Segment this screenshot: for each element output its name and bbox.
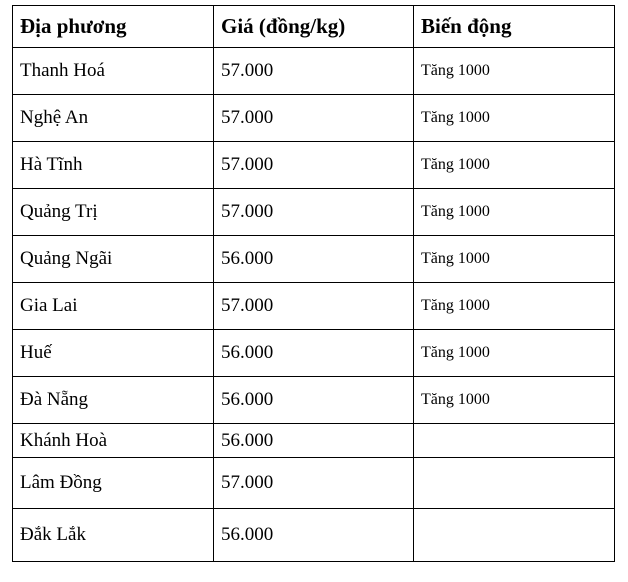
region-cell: Thanh Hoá — [13, 48, 214, 95]
change-cell: Tăng 1000 — [414, 330, 615, 377]
change-cell: Tăng 1000 — [414, 236, 615, 283]
region-cell: Quảng Trị — [13, 189, 214, 236]
table-row — [13, 95, 615, 142]
region-cell: Gia Lai — [13, 283, 214, 330]
table-row — [13, 283, 615, 330]
table-row — [13, 509, 615, 562]
table-row — [13, 236, 615, 283]
header-region: Địa phương — [13, 6, 214, 48]
change-cell: Tăng 1000 — [414, 189, 615, 236]
price-table — [12, 5, 615, 562]
region-cell: Lâm Đồng — [13, 458, 214, 509]
change-cell — [414, 424, 615, 458]
change-cell — [414, 509, 615, 562]
table-row — [13, 458, 615, 509]
region-cell: Quảng Ngãi — [13, 236, 214, 283]
region-cell: Huế — [13, 330, 214, 377]
price-cell: 57.000 — [214, 283, 414, 330]
header-change: Biến động — [414, 6, 615, 48]
table-row — [13, 189, 615, 236]
change-cell: Tăng 1000 — [414, 48, 615, 95]
table-row — [13, 377, 615, 424]
price-cell: 57.000 — [214, 189, 414, 236]
change-cell: Tăng 1000 — [414, 142, 615, 189]
change-cell: Tăng 1000 — [414, 283, 615, 330]
region-cell: Hà Tĩnh — [13, 142, 214, 189]
price-cell: 57.000 — [214, 48, 414, 95]
header-price: Giá (đồng/kg) — [214, 6, 414, 48]
header-row — [13, 6, 615, 48]
region-cell: Đắk Lắk — [13, 509, 214, 562]
table-row — [13, 424, 615, 458]
price-cell: 57.000 — [214, 458, 414, 509]
table-row — [13, 142, 615, 189]
price-cell: 56.000 — [214, 424, 414, 458]
region-cell: Đà Nẵng — [13, 377, 214, 424]
region-cell: Nghệ An — [13, 95, 214, 142]
price-cell: 56.000 — [214, 377, 414, 424]
table-row — [13, 48, 615, 95]
region-cell: Khánh Hoà — [13, 424, 214, 458]
price-cell: 56.000 — [214, 236, 414, 283]
change-cell: Tăng 1000 — [414, 377, 615, 424]
change-cell — [414, 458, 615, 509]
change-cell: Tăng 1000 — [414, 95, 615, 142]
table-row — [13, 330, 615, 377]
price-cell: 56.000 — [214, 509, 414, 562]
price-cell: 57.000 — [214, 95, 414, 142]
price-cell: 56.000 — [214, 330, 414, 377]
price-cell: 57.000 — [214, 142, 414, 189]
